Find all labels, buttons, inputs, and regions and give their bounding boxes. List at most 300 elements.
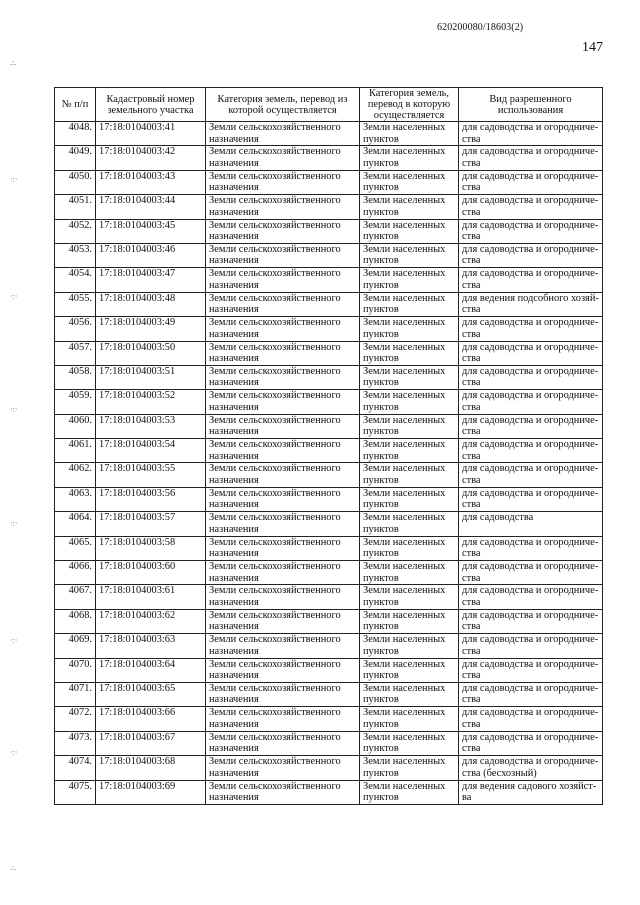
cell-permitted-use-line: для садоводства и огородниче-	[462, 707, 599, 719]
cell-category-from	[206, 219, 360, 243]
table-row	[55, 146, 603, 170]
cell-category-to	[360, 658, 459, 682]
table-row	[55, 658, 603, 682]
cell-category-from-line: Земли сельскохозяйственного	[209, 536, 341, 548]
cell-category-to	[360, 341, 459, 365]
cell-category-from	[206, 292, 360, 316]
cell-category-to-line: Земли населенных	[363, 682, 446, 694]
table-row	[55, 170, 603, 194]
cell-category-from	[206, 195, 360, 219]
cell-cadastral-number: 17:18:0104003:58	[96, 536, 206, 560]
cell-permitted-use-line: ства	[462, 474, 481, 486]
cell-category-from-line: назначения	[209, 718, 259, 730]
cell-category-from	[206, 122, 360, 146]
cell-category-to-line: Земли населенных	[363, 463, 446, 475]
table-row	[55, 561, 603, 585]
cell-cadastral-number: 17:18:0104003:60	[96, 561, 206, 585]
cell-category-to-line: пунктов	[363, 572, 399, 584]
cell-category-to	[360, 731, 459, 755]
cell-category-from-line: назначения	[209, 572, 259, 584]
cell-category-to-line: пунктов	[363, 353, 399, 365]
cell-cadastral-number: 17:18:0104003:45	[96, 219, 206, 243]
cell-category-to-line: Земли населенных	[363, 780, 446, 792]
cell-permitted-use-line: для садоводства и огородниче-	[462, 439, 599, 451]
cell-category-from	[206, 146, 360, 170]
cell-permitted-use-line: для садоводства и огородниче-	[462, 170, 599, 182]
cell-category-to	[360, 243, 459, 267]
cell-row-number: 4069.	[55, 634, 96, 658]
cell-category-from-line: назначения	[209, 548, 259, 560]
cell-category-from-line: назначения	[209, 255, 259, 267]
cell-permitted-use-line: ства	[462, 255, 481, 267]
cell-row-number: 4059.	[55, 390, 96, 414]
cell-permitted-use-line: ства	[462, 718, 481, 730]
cell-category-from	[206, 439, 360, 463]
cell-permitted-use-line: ства	[462, 426, 481, 438]
margin-mark: ·:·	[10, 748, 18, 757]
cell-category-from	[206, 634, 360, 658]
cell-permitted-use-line: для садоводства и огородниче-	[462, 219, 599, 231]
cell-cadastral-number: 17:18:0104003:41	[96, 122, 206, 146]
cell-category-from-line: Земли сельскохозяйственного	[209, 122, 341, 133]
cell-category-from-line: назначения	[209, 157, 259, 169]
cell-category-to-line: пунктов	[363, 231, 399, 243]
cell-category-from-line: Земли сельскохозяйственного	[209, 634, 341, 646]
cell-category-from-line: назначения	[209, 792, 259, 804]
cell-category-to-line: Земли населенных	[363, 561, 446, 573]
table-row	[55, 731, 603, 755]
cell-category-to	[360, 780, 459, 804]
cell-category-to-line: пунктов	[363, 767, 399, 779]
cell-permitted-use	[459, 317, 603, 341]
cell-permitted-use-line: для садоводства	[462, 512, 534, 524]
cell-permitted-use	[459, 561, 603, 585]
cell-cadastral-number: 17:18:0104003:69	[96, 780, 206, 804]
cell-row-number: 4067.	[55, 585, 96, 609]
cell-row-number: 4075.	[55, 780, 96, 804]
cell-permitted-use-line: ства	[462, 231, 481, 243]
cell-category-from-line: Земли сельскохозяйственного	[209, 487, 341, 499]
cell-permitted-use-line: ства	[462, 621, 481, 633]
cell-category-from-line: Земли сельскохозяйственного	[209, 219, 341, 231]
cell-permitted-use-line: ства	[462, 596, 481, 608]
margin-mark: ·:·	[10, 636, 18, 645]
cell-permitted-use-line: для садоводства и огородниче-	[462, 561, 599, 573]
cell-category-from	[206, 317, 360, 341]
cell-permitted-use-line: для ведения садового хозяйст-	[462, 780, 597, 792]
cell-row-number: 4068.	[55, 609, 96, 633]
table-row	[55, 756, 603, 780]
cell-category-from-line: назначения	[209, 450, 259, 462]
cell-category-to-line: пунктов	[363, 499, 399, 511]
cell-permitted-use	[459, 707, 603, 731]
cell-category-to	[360, 122, 459, 146]
cell-category-from-line: назначения	[209, 377, 259, 389]
cell-row-number: 4060.	[55, 414, 96, 438]
cell-permitted-use	[459, 634, 603, 658]
cell-category-to	[360, 536, 459, 560]
cell-category-from	[206, 682, 360, 706]
cell-category-to-line: Земли населенных	[363, 536, 446, 548]
cell-category-from	[206, 512, 360, 536]
cell-category-from-line: назначения	[209, 474, 259, 486]
cell-permitted-use	[459, 487, 603, 511]
cell-permitted-use-line: ства	[462, 182, 481, 194]
cell-row-number: 4051.	[55, 195, 96, 219]
cell-permitted-use-line: для садоводства и огородниче-	[462, 487, 599, 499]
cell-permitted-use	[459, 219, 603, 243]
table-row	[55, 414, 603, 438]
table-row	[55, 317, 603, 341]
cell-permitted-use-line: ства	[462, 279, 481, 291]
table-row	[55, 512, 603, 536]
cell-row-number: 4070.	[55, 658, 96, 682]
cell-category-to-line: Земли населенных	[363, 634, 446, 646]
cell-category-to-line: пунктов	[363, 743, 399, 755]
cell-cadastral-number: 17:18:0104003:67	[96, 731, 206, 755]
cell-category-from-line: Земли сельскохозяйственного	[209, 731, 341, 743]
cell-category-to-line: пунктов	[363, 304, 399, 316]
cell-permitted-use	[459, 512, 603, 536]
cell-category-to-line: пунктов	[363, 450, 399, 462]
table-row	[55, 390, 603, 414]
cell-category-to-line: пунктов	[363, 670, 399, 682]
cell-permitted-use-line: ства	[462, 304, 481, 316]
cell-category-to-line: Земли населенных	[363, 146, 446, 158]
cell-category-to-line: Земли населенных	[363, 512, 446, 524]
cell-category-to-line: Земли населенных	[363, 122, 446, 133]
cell-row-number: 4053.	[55, 243, 96, 267]
cell-row-number: 4066.	[55, 561, 96, 585]
column-header-permitted-use: Вид разрешенного использования	[459, 88, 603, 122]
cell-category-from-line: Земли сельскохозяйственного	[209, 268, 341, 280]
cell-category-to-line: пунктов	[363, 328, 399, 340]
cell-row-number: 4057.	[55, 341, 96, 365]
cell-permitted-use-line: для садоводства и огородниче-	[462, 243, 599, 255]
cell-category-from	[206, 243, 360, 267]
table-row	[55, 707, 603, 731]
cell-permitted-use	[459, 585, 603, 609]
cell-category-to-line: Земли населенных	[363, 292, 446, 304]
column-header-number: № п/п	[55, 88, 96, 122]
cell-permitted-use-line: для садоводства и огородниче-	[462, 682, 599, 694]
cell-category-to	[360, 317, 459, 341]
cell-cadastral-number: 17:18:0104003:42	[96, 146, 206, 170]
cell-category-from	[206, 170, 360, 194]
cell-category-from-line: Земли сельскохозяйственного	[209, 414, 341, 426]
table-row	[55, 365, 603, 389]
cell-category-to-line: Земли населенных	[363, 341, 446, 353]
cell-row-number: 4064.	[55, 512, 96, 536]
cell-category-to	[360, 512, 459, 536]
cell-category-to-line: Земли населенных	[363, 170, 446, 182]
cell-category-to-line: пунктов	[363, 255, 399, 267]
cell-permitted-use-line: для садоводства и огородниче-	[462, 609, 599, 621]
cell-permitted-use-line: ства	[462, 499, 481, 511]
cell-category-from-line: Земли сельскохозяйственного	[209, 317, 341, 329]
table-row	[55, 439, 603, 463]
cell-category-to	[360, 146, 459, 170]
cell-permitted-use-line: для садоводства и огородниче-	[462, 634, 599, 646]
cell-row-number: 4063.	[55, 487, 96, 511]
cell-category-to	[360, 561, 459, 585]
cell-cadastral-number: 17:18:0104003:48	[96, 292, 206, 316]
cell-cadastral-number: 17:18:0104003:65	[96, 682, 206, 706]
cell-category-from	[206, 487, 360, 511]
margin-mark: ·:·	[10, 405, 18, 414]
cell-permitted-use	[459, 780, 603, 804]
margin-mark: ·:·	[10, 175, 18, 184]
cell-row-number: 4058.	[55, 365, 96, 389]
cell-category-to-line: Земли населенных	[363, 756, 446, 768]
cell-category-from-line: Земли сельскохозяйственного	[209, 756, 341, 768]
cell-category-from-line: Земли сельскохозяйственного	[209, 682, 341, 694]
cell-category-to	[360, 487, 459, 511]
cell-permitted-use	[459, 658, 603, 682]
cell-category-to-line: Земли населенных	[363, 658, 446, 670]
cell-category-from	[206, 561, 360, 585]
cell-category-from-line: Земли сельскохозяйственного	[209, 780, 341, 792]
cell-cadastral-number: 17:18:0104003:43	[96, 170, 206, 194]
cell-cadastral-number: 17:18:0104003:53	[96, 414, 206, 438]
cell-category-to	[360, 365, 459, 389]
cell-cadastral-number: 17:18:0104003:47	[96, 268, 206, 292]
cell-row-number: 4073.	[55, 731, 96, 755]
table-row	[55, 536, 603, 560]
cell-category-to	[360, 390, 459, 414]
cell-permitted-use-line: для садоводства и огородниче-	[462, 268, 599, 280]
cell-category-from	[206, 463, 360, 487]
cell-cadastral-number: 17:18:0104003:66	[96, 707, 206, 731]
cell-permitted-use	[459, 463, 603, 487]
cell-category-to	[360, 609, 459, 633]
cell-cadastral-number: 17:18:0104003:50	[96, 341, 206, 365]
margin-mark: ·:·	[10, 292, 18, 301]
cell-permitted-use-line: ства	[462, 377, 481, 389]
table-row	[55, 585, 603, 609]
cell-permitted-use-line: ства	[462, 450, 481, 462]
cell-cadastral-number: 17:18:0104003:61	[96, 585, 206, 609]
cell-row-number: 4065.	[55, 536, 96, 560]
cell-category-from	[206, 780, 360, 804]
cell-category-from-line: назначения	[209, 596, 259, 608]
cell-permitted-use	[459, 756, 603, 780]
cell-category-to-line: пунктов	[363, 206, 399, 218]
table-row	[55, 268, 603, 292]
table-row	[55, 463, 603, 487]
column-header-category-from: Категория земель, перевод из которой осуществляется	[206, 88, 360, 122]
cell-permitted-use	[459, 268, 603, 292]
cell-category-to	[360, 219, 459, 243]
cell-cadastral-number: 17:18:0104003:63	[96, 634, 206, 658]
cell-permitted-use	[459, 195, 603, 219]
cell-category-from	[206, 390, 360, 414]
cell-category-to-line: Земли населенных	[363, 609, 446, 621]
cell-category-to	[360, 292, 459, 316]
cell-row-number: 4071.	[55, 682, 96, 706]
table-row	[55, 243, 603, 267]
cell-permitted-use	[459, 390, 603, 414]
cell-category-to-line: Земли населенных	[363, 731, 446, 743]
cell-permitted-use	[459, 536, 603, 560]
cell-category-to-line: Земли населенных	[363, 365, 446, 377]
cell-category-to	[360, 756, 459, 780]
cell-category-from-line: назначения	[209, 670, 259, 682]
cell-category-to-line: Земли населенных	[363, 219, 446, 231]
cell-permitted-use-line: для садоводства и огородниче-	[462, 317, 599, 329]
cell-category-from	[206, 536, 360, 560]
cell-category-from-line: Земли сельскохозяйственного	[209, 463, 341, 475]
cell-category-from-line: назначения	[209, 133, 259, 145]
cell-category-from	[206, 585, 360, 609]
cell-category-from-line: Земли сельскохозяйственного	[209, 609, 341, 621]
cell-category-from-line: назначения	[209, 304, 259, 316]
table-row	[55, 195, 603, 219]
table-row	[55, 634, 603, 658]
column-header-cadastral-number: Кадастровый номер земельного участка	[96, 88, 206, 122]
cell-category-to	[360, 414, 459, 438]
cell-permitted-use-line: для садоводства и огородниче-	[462, 195, 599, 207]
cell-category-to-line: пунктов	[363, 377, 399, 389]
cell-row-number: 4048.	[55, 122, 96, 146]
cell-permitted-use-line: для садоводства и огородниче-	[462, 536, 599, 548]
cell-category-from-line: Земли сельскохозяйственного	[209, 439, 341, 451]
cell-category-from-line: назначения	[209, 353, 259, 365]
cell-cadastral-number: 17:18:0104003:46	[96, 243, 206, 267]
cell-row-number: 4054.	[55, 268, 96, 292]
cell-category-from-line: Земли сельскохозяйственного	[209, 585, 341, 597]
cell-category-to-line: Земли населенных	[363, 317, 446, 329]
cell-permitted-use	[459, 122, 603, 146]
cell-permitted-use-line: для садоводства и огородниче-	[462, 390, 599, 402]
table-row	[55, 682, 603, 706]
cell-cadastral-number: 17:18:0104003:64	[96, 658, 206, 682]
cell-category-to-line: пунктов	[363, 548, 399, 560]
cell-permitted-use-line: для садоводства и огородниче-	[462, 146, 599, 158]
cell-category-from-line: Земли сельскохозяйственного	[209, 292, 341, 304]
cell-category-from-line: назначения	[209, 621, 259, 633]
cell-category-to-line: Земли населенных	[363, 243, 446, 255]
cell-category-from-line: назначения	[209, 767, 259, 779]
cell-permitted-use-line: ства	[462, 743, 481, 755]
cell-category-to-line: пунктов	[363, 523, 399, 535]
cell-cadastral-number: 17:18:0104003:49	[96, 317, 206, 341]
cell-cadastral-number: 17:18:0104003:51	[96, 365, 206, 389]
page-number: 147	[582, 40, 603, 55]
cell-row-number: 4050.	[55, 170, 96, 194]
cell-category-from-line: назначения	[209, 328, 259, 340]
cell-cadastral-number: 17:18:0104003:57	[96, 512, 206, 536]
cell-category-to-line: пунктов	[363, 401, 399, 413]
cell-category-to-line: Земли населенных	[363, 585, 446, 597]
cell-cadastral-number: 17:18:0104003:52	[96, 390, 206, 414]
cell-category-from-line: Земли сельскохозяйственного	[209, 561, 341, 573]
cell-permitted-use-line: ства	[462, 694, 481, 706]
cell-permitted-use-line: для садоводства и огородниче-	[462, 414, 599, 426]
cell-permitted-use	[459, 414, 603, 438]
cell-category-to	[360, 463, 459, 487]
table-body	[55, 122, 603, 805]
cell-row-number: 4056.	[55, 317, 96, 341]
margin-mark: ·:·	[10, 519, 18, 528]
cell-row-number: 4074.	[55, 756, 96, 780]
cell-category-to-line: Земли населенных	[363, 414, 446, 426]
cell-category-from-line: назначения	[209, 426, 259, 438]
cell-category-to	[360, 195, 459, 219]
cell-category-from	[206, 268, 360, 292]
table-row	[55, 341, 603, 365]
cell-permitted-use	[459, 243, 603, 267]
cell-row-number: 4062.	[55, 463, 96, 487]
cell-permitted-use	[459, 682, 603, 706]
cell-row-number: 4072.	[55, 707, 96, 731]
cell-category-from-line: назначения	[209, 523, 259, 535]
cell-cadastral-number: 17:18:0104003:54	[96, 439, 206, 463]
table-row	[55, 780, 603, 804]
table-header-row	[55, 88, 603, 122]
cell-category-from	[206, 756, 360, 780]
cell-category-to-line: пунктов	[363, 596, 399, 608]
cell-permitted-use	[459, 731, 603, 755]
cell-category-from-line: Земли сельскохозяйственного	[209, 170, 341, 182]
cell-category-to	[360, 585, 459, 609]
cell-category-to-line: Земли населенных	[363, 195, 446, 207]
cell-category-from-line: назначения	[209, 231, 259, 243]
cell-category-from	[206, 414, 360, 438]
cell-category-to-line: пунктов	[363, 621, 399, 633]
cell-permitted-use-line: ства	[462, 670, 481, 682]
cell-category-from-line: назначения	[209, 499, 259, 511]
cell-cadastral-number: 17:18:0104003:56	[96, 487, 206, 511]
cell-permitted-use-line: ства	[462, 548, 481, 560]
margin-mark: .:.	[10, 58, 17, 67]
cell-permitted-use-line: ства	[462, 328, 481, 340]
cell-category-to-line: Земли населенных	[363, 268, 446, 280]
table-row	[55, 487, 603, 511]
cell-permitted-use-line: для садоводства и огородниче-	[462, 658, 599, 670]
cell-permitted-use-line: для садоводства и огородниче-	[462, 585, 599, 597]
cell-permitted-use	[459, 439, 603, 463]
cell-category-to-line: пунктов	[363, 474, 399, 486]
cell-permitted-use-line: ства (бесхозный)	[462, 767, 537, 779]
cell-category-to	[360, 707, 459, 731]
table-row	[55, 122, 603, 146]
cell-category-from-line: Земли сельскохозяйственного	[209, 707, 341, 719]
cell-category-from-line: назначения	[209, 694, 259, 706]
cell-category-to-line: пунктов	[363, 792, 399, 804]
margin-mark: .:.	[10, 863, 17, 872]
cell-category-from-line: Земли сельскохозяйственного	[209, 146, 341, 158]
cell-category-to-line: Земли населенных	[363, 390, 446, 402]
cell-category-from	[206, 707, 360, 731]
cell-category-to-line: Земли населенных	[363, 487, 446, 499]
cell-category-from-line: Земли сельскохозяйственного	[209, 390, 341, 402]
cell-permitted-use-line: ства	[462, 133, 481, 145]
cell-permitted-use	[459, 341, 603, 365]
cell-category-to-line: пунктов	[363, 182, 399, 194]
cell-category-to-line: Земли населенных	[363, 439, 446, 451]
cell-permitted-use-line: ства	[462, 206, 481, 218]
cell-permitted-use-line: для садоводства и огородниче-	[462, 365, 599, 377]
cell-permitted-use	[459, 292, 603, 316]
cell-cadastral-number: 17:18:0104003:62	[96, 609, 206, 633]
cell-category-from-line: назначения	[209, 645, 259, 657]
cell-category-from	[206, 731, 360, 755]
cell-row-number: 4055.	[55, 292, 96, 316]
cell-category-to-line: пунктов	[363, 718, 399, 730]
table-row	[55, 609, 603, 633]
document-code: 620200080/18603(2)	[437, 22, 524, 33]
